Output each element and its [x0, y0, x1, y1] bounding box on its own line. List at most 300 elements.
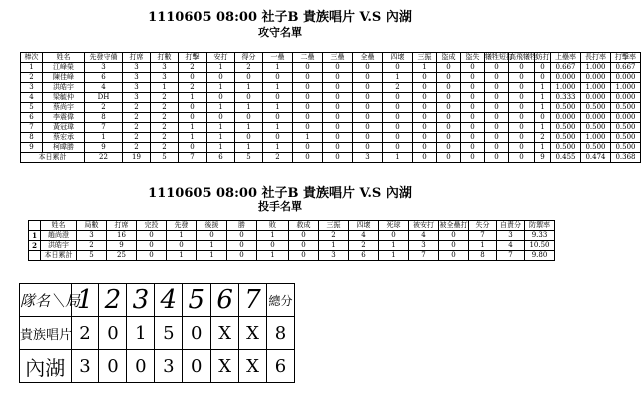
column-header: 盜失 [461, 53, 485, 63]
table-cell: 3 [123, 63, 151, 73]
table-cell: 0.500 [551, 123, 581, 133]
scoreboard [19, 283, 295, 383]
table-cell: 0 [289, 251, 319, 261]
inning-score: X [239, 350, 267, 383]
table-cell: 2 [179, 83, 207, 93]
table-cell: 0 [379, 231, 409, 241]
table-cell: 0 [383, 143, 413, 153]
table-cell: 0 [353, 83, 383, 93]
inning-score: 3 [71, 350, 99, 383]
table-cell: 2 [349, 241, 379, 251]
table-cell: 0 [485, 63, 509, 73]
table-cell: 梁毓仲 [43, 93, 85, 103]
table-cell: 0 [323, 73, 353, 83]
column-header: 先發守備 [85, 53, 123, 63]
table-cell: 1 [85, 133, 123, 143]
column-header: 局數 [77, 221, 107, 231]
table-cell: 2 [123, 123, 151, 133]
table-row [21, 103, 641, 113]
table-cell: 陳佳峰 [43, 73, 85, 83]
table-cell: 0 [413, 113, 437, 123]
table-cell: 19 [123, 153, 151, 163]
table-cell: 2 [235, 63, 263, 73]
column-header: 犧牲短打 [485, 53, 513, 61]
table-cell: 1 [29, 231, 41, 241]
table-cell: 2 [179, 63, 207, 73]
table-cell: 0 [437, 63, 461, 73]
table-cell: 0 [485, 103, 509, 113]
column-header: 後援 [197, 221, 227, 231]
table-cell: 0 [509, 123, 535, 133]
table-cell: 6 [21, 113, 43, 123]
team-total: 6 [267, 350, 295, 383]
table-row [21, 73, 641, 83]
table-cell: 0 [437, 143, 461, 153]
table-cell: 0 [353, 113, 383, 123]
table-cell: 0.474 [581, 153, 611, 163]
table-cell: 0 [437, 73, 461, 83]
table-cell: 1 [257, 251, 289, 261]
table-cell: 0 [413, 153, 437, 163]
scoreboard-row-team1 [20, 317, 295, 350]
table-row [21, 63, 641, 73]
inning-number: 2 [99, 284, 127, 317]
column-header: 姓名 [41, 221, 77, 231]
column-header [29, 221, 41, 231]
table-cell: 0 [293, 73, 323, 83]
table-cell: 0 [413, 83, 437, 93]
table-cell: 0 [383, 123, 413, 133]
table-cell: 0 [137, 251, 167, 261]
table-cell: 0 [323, 113, 353, 123]
table-cell: 3 [123, 83, 151, 93]
table-cell: 0 [461, 73, 485, 83]
column-header: 勝 [227, 221, 257, 231]
inning-score: 0 [183, 317, 211, 350]
table-cell: 25 [107, 251, 137, 261]
inning-number: 3 [127, 284, 155, 317]
table-cell: 3 [497, 231, 525, 241]
column-header: 二壘 [293, 53, 323, 63]
table-cell: 0 [353, 63, 383, 73]
table-cell: 1 [263, 63, 293, 73]
table-cell: 0 [509, 153, 535, 163]
column-header: 救成 [289, 221, 319, 231]
table-cell: 0 [293, 113, 323, 123]
table-cell: 0 [263, 93, 293, 103]
table-cell: 0 [293, 153, 323, 163]
table-cell: 2 [123, 103, 151, 113]
table-cell: 0 [437, 83, 461, 93]
column-header: 三振 [319, 221, 349, 231]
table-cell: 2 [123, 143, 151, 153]
table-cell: 0 [461, 83, 485, 93]
table-cell: 0.500 [611, 123, 641, 133]
column-header: 姓名 [43, 53, 85, 63]
table-cell: 0 [383, 113, 413, 123]
table-cell: 5 [21, 103, 43, 113]
scoreboard-header-label: 隊名＼局 [20, 284, 72, 317]
table-cell: 0 [485, 143, 509, 153]
table-cell: 2 [535, 133, 551, 143]
table-cell: 0 [485, 83, 509, 93]
table-cell: 0.000 [581, 113, 611, 123]
table-cell: 0 [461, 103, 485, 113]
table-cell: 0 [461, 113, 485, 123]
table-cell: 0 [383, 93, 413, 103]
table-cell: 0 [293, 103, 323, 113]
table-cell: 0 [437, 133, 461, 143]
table-cell: 0 [413, 123, 437, 133]
table-cell: 本日累計 [41, 251, 77, 261]
table-cell: 3 [151, 73, 179, 83]
table-cell: 4 [409, 231, 439, 241]
table-cell: 9.33 [525, 231, 555, 241]
table-cell: 0 [323, 133, 353, 143]
scoreboard-header-row [20, 284, 295, 317]
column-header: 一壘 [263, 53, 293, 63]
table-cell: 0 [439, 241, 469, 251]
column-header: 得分 [235, 53, 263, 63]
table-cell: 0.000 [611, 113, 641, 123]
table-cell: 0 [323, 123, 353, 133]
column-header: 高飛犧牲 [509, 53, 537, 61]
table-cell: 0 [535, 63, 551, 73]
table-cell: 0 [509, 93, 535, 103]
table-cell: 1 [179, 123, 207, 133]
table-cell: 0 [227, 231, 257, 241]
table-cell: 1.000 [581, 133, 611, 143]
game-title: 1110605 08:00 社子B 貴族唱片 V.S 內湖 [148, 10, 412, 25]
table-cell: 2 [263, 153, 293, 163]
inning-score: 0 [99, 350, 127, 383]
table-cell: 7 [85, 123, 123, 133]
table-cell: 1 [207, 63, 235, 73]
table-cell: 0 [461, 63, 485, 73]
table-cell: 0 [437, 113, 461, 123]
table-cell: 0 [167, 241, 197, 251]
table-cell: 0 [207, 93, 235, 103]
column-header: 長打率 [581, 53, 611, 63]
table-cell: 0 [293, 123, 323, 133]
table-cell: 0 [509, 73, 535, 83]
table-cell: 4 [497, 241, 525, 251]
table-cell: 0.667 [611, 63, 641, 73]
column-header: 妨打 [535, 53, 550, 61]
column-header: 完投 [137, 221, 167, 231]
column-header: 自責分 [497, 221, 525, 231]
table-row [21, 93, 641, 103]
table-cell: 0 [437, 153, 461, 163]
table-cell: 1 [469, 241, 497, 251]
pitching-header-row [29, 221, 555, 231]
table-row [21, 83, 641, 93]
table-cell: 6 [85, 73, 123, 83]
column-header: 先發 [167, 221, 197, 231]
table-cell: 0.455 [551, 153, 581, 163]
table-cell: 2 [319, 231, 349, 241]
table-cell: 1 [197, 251, 227, 261]
table-cell: 黃冠瑋 [43, 123, 85, 133]
scoreboard-row-team2 [20, 350, 295, 383]
table-cell: 0 [535, 73, 551, 83]
table-cell: 9.80 [525, 251, 555, 261]
table-cell: 0 [353, 93, 383, 103]
table-cell: 蔡尚宇 [43, 103, 85, 113]
table-cell: 0 [323, 143, 353, 153]
table-cell: 1 [235, 83, 263, 93]
table-cell: 0 [289, 241, 319, 251]
table-cell: 1 [263, 143, 293, 153]
inning-score: 0 [127, 350, 155, 383]
column-header: 失分 [469, 221, 497, 231]
table-cell: 0 [437, 93, 461, 103]
table-cell: 1 [379, 241, 409, 251]
table-cell: 趙尚澄 [41, 231, 77, 241]
inning-number: 6 [211, 284, 239, 317]
table-cell: 本日累計 [21, 153, 85, 163]
column-header: 打擊 [179, 53, 207, 63]
table-cell: 0 [485, 113, 509, 123]
table-cell: 0 [323, 103, 353, 113]
table-cell: 0 [323, 93, 353, 103]
table-cell: 0 [179, 103, 207, 113]
pitching-game-title: 1110605 08:00 社子B 貴族唱片 V.S 內湖 [148, 186, 412, 201]
table-cell: 8 [469, 251, 497, 261]
table-cell: 0 [461, 133, 485, 143]
table-cell: 0 [293, 63, 323, 73]
table-cell: 10.50 [525, 241, 555, 251]
column-header: 安打 [207, 53, 235, 63]
table-cell: 0 [439, 251, 469, 261]
table-cell: 3 [151, 63, 179, 73]
table-cell: DH [85, 93, 123, 103]
column-header: 打擊率 [611, 53, 641, 63]
table-cell: 3 [85, 63, 123, 73]
pitching-table [28, 220, 555, 261]
table-cell: 0 [437, 123, 461, 133]
table-cell: 0.368 [611, 153, 641, 163]
pitching-section-title: 投手名單 [258, 200, 302, 213]
table-cell: 0 [461, 93, 485, 103]
column-header: 死球 [379, 221, 409, 231]
column-header: 敗 [257, 221, 289, 231]
table-cell: 1 [257, 231, 289, 241]
table-cell: 1 [379, 251, 409, 261]
table-cell: 0.500 [611, 143, 641, 153]
table-cell: 3 [353, 153, 383, 163]
table-cell: 0 [383, 133, 413, 143]
table-cell: 0 [197, 231, 227, 241]
table-cell: 0 [293, 83, 323, 93]
table-cell: 2 [151, 123, 179, 133]
table-cell: 2 [21, 73, 43, 83]
table-cell: 3 [123, 73, 151, 83]
table-cell: 1 [535, 143, 551, 153]
table-cell: 4 [349, 231, 379, 241]
table-cell: 0 [263, 113, 293, 123]
column-header: 被全壘打 [439, 221, 468, 229]
table-cell: 0 [353, 103, 383, 113]
table-cell: 0 [509, 133, 535, 143]
table-cell: 0 [383, 103, 413, 113]
table-cell: 0.000 [611, 93, 641, 103]
table-cell: 0.000 [581, 73, 611, 83]
column-header: 四壞 [383, 53, 413, 63]
table-row [21, 143, 641, 153]
table-cell: 3 [123, 93, 151, 103]
table-cell: 0 [137, 231, 167, 241]
table-cell: 5 [151, 153, 179, 163]
inning-score: X [211, 317, 239, 350]
column-header: 打席 [123, 53, 151, 63]
table-cell: 0 [485, 123, 509, 133]
table-cell: 蔡宏承 [43, 133, 85, 143]
table-cell: 0 [461, 153, 485, 163]
table-cell: 1 [207, 103, 235, 113]
table-cell: 1 [207, 123, 235, 133]
table-cell: 2 [29, 241, 41, 251]
table-cell: 0.500 [581, 123, 611, 133]
inning-number: 1 [71, 284, 99, 317]
table-cell: 7 [179, 153, 207, 163]
table-cell: 9 [535, 153, 551, 163]
table-cell: 3 [77, 231, 107, 241]
table-cell: 16 [107, 231, 137, 241]
table-cell: 0 [461, 123, 485, 133]
table-cell: 3 [21, 83, 43, 93]
batting-section-title: 攻守名單 [258, 26, 302, 39]
table-cell: 0 [383, 63, 413, 73]
table-cell: 0 [235, 113, 263, 123]
table-cell: 3 [319, 251, 349, 261]
table-cell: 4 [85, 83, 123, 93]
table-row [29, 231, 555, 241]
table-cell: 0.333 [551, 93, 581, 103]
table-cell: 0.000 [611, 73, 641, 83]
table-cell: 0 [227, 241, 257, 251]
table-cell: 2 [151, 103, 179, 113]
column-header: 上壘率 [551, 53, 581, 63]
table-cell: 0 [257, 241, 289, 251]
table-cell: 0.500 [551, 133, 581, 143]
table-cell: 0 [485, 93, 509, 103]
table-row [29, 241, 555, 251]
column-header: 打數 [151, 53, 179, 63]
table-cell: 2 [151, 93, 179, 103]
column-header: 三壘 [323, 53, 353, 63]
table-cell: 0 [535, 113, 551, 123]
table-cell: 1 [167, 231, 197, 241]
inning-number: 5 [183, 284, 211, 317]
table-cell: 1 [263, 103, 293, 113]
table-cell: 0 [235, 133, 263, 143]
table-cell: 0 [323, 153, 353, 163]
table-cell: 0 [413, 73, 437, 83]
table-cell: 6 [207, 153, 235, 163]
table-cell: 0.000 [551, 73, 581, 83]
table-cell: 0 [235, 93, 263, 103]
table-cell: 0.500 [551, 103, 581, 113]
table-cell: 0 [509, 103, 535, 113]
inning-score: 5 [155, 317, 183, 350]
table-cell: 0.500 [551, 143, 581, 153]
team-total: 8 [267, 317, 295, 350]
table-cell: 1 [293, 133, 323, 143]
total-label: 總分 [267, 284, 295, 317]
table-cell: 0 [353, 123, 383, 133]
table-cell: 2 [151, 113, 179, 123]
table-cell: 1 [535, 83, 551, 93]
table-cell: 0 [353, 73, 383, 83]
column-header: 打席 [107, 221, 137, 231]
table-cell: 2 [151, 133, 179, 143]
table-cell: 1 [207, 133, 235, 143]
table-cell [29, 251, 41, 261]
table-cell: 0 [353, 143, 383, 153]
inning-score: 3 [155, 350, 183, 383]
table-cell: 1 [207, 83, 235, 93]
table-cell: 8 [21, 133, 43, 143]
table-cell: 1.000 [581, 63, 611, 73]
table-cell: 1 [207, 143, 235, 153]
table-cell: 1 [197, 241, 227, 251]
table-cell: 0 [323, 83, 353, 93]
table-cell: 0 [263, 133, 293, 143]
inning-score: 0 [183, 350, 211, 383]
column-header: 防禦率 [525, 221, 555, 231]
table-cell: 9 [85, 143, 123, 153]
table-cell: 0 [509, 143, 535, 153]
table-cell: 1 [167, 251, 197, 261]
table-cell: 0 [509, 63, 535, 73]
table-cell: 0.500 [611, 133, 641, 143]
table-cell: 1 [319, 241, 349, 251]
table-cell: 0 [461, 143, 485, 153]
table-row [21, 113, 641, 123]
table-cell: 洪皓宇 [41, 241, 77, 251]
table-cell: 0 [413, 103, 437, 113]
table-cell: 7 [409, 251, 439, 261]
inning-number: 4 [155, 284, 183, 317]
table-cell: 0 [413, 133, 437, 143]
column-header: 全壘 [353, 53, 383, 63]
table-cell: 0.000 [581, 93, 611, 103]
table-cell: 洪皓宇 [43, 83, 85, 93]
table-cell: 1 [263, 123, 293, 133]
table-cell: 3 [409, 241, 439, 251]
table-cell: 0 [227, 251, 257, 261]
table-cell: 2 [85, 103, 123, 113]
inning-score: 0 [99, 317, 127, 350]
table-cell: 2 [77, 241, 107, 251]
pitching-total-row [29, 251, 555, 261]
table-cell: 0 [207, 113, 235, 123]
table-cell: 1 [179, 93, 207, 103]
table-cell: 0 [137, 241, 167, 251]
table-cell: 9 [21, 143, 43, 153]
table-cell: 7 [469, 231, 497, 241]
table-cell: 1 [151, 83, 179, 93]
table-cell: 0 [353, 133, 383, 143]
table-cell: 1.000 [551, 83, 581, 93]
table-cell: 9 [107, 241, 137, 251]
table-cell: 江峰榮 [43, 63, 85, 73]
table-cell: 0 [207, 73, 235, 83]
table-cell: 0 [485, 73, 509, 83]
table-cell: 5 [235, 153, 263, 163]
batting-total-row [21, 153, 641, 163]
